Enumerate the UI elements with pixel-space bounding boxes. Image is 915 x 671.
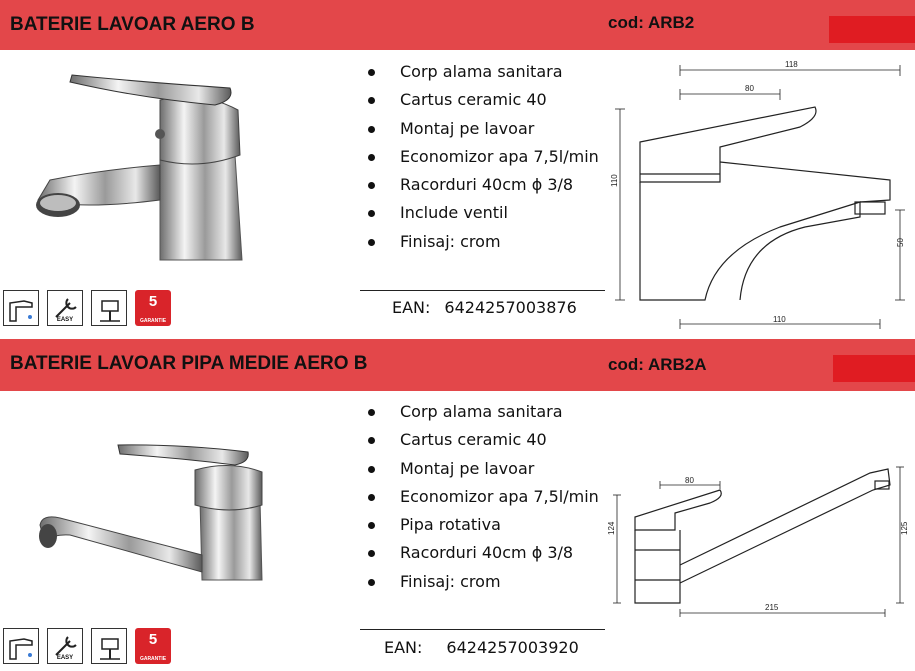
color-swatch: [829, 16, 915, 43]
ean-code: EAN: 6424257003920: [384, 638, 579, 657]
list-item: Finisaj: crom: [365, 231, 599, 259]
faucet-icon: [3, 290, 39, 326]
list-item: Economizor apa 7,5l/min: [365, 486, 599, 514]
valve-icon: [91, 290, 127, 326]
divider: [360, 290, 605, 291]
dimension-label: 80: [685, 476, 694, 485]
dimension-label: 124: [607, 521, 616, 535]
list-item: Economizor apa 7,5l/min: [365, 146, 599, 174]
product-header: [0, 0, 915, 50]
dimension-label: 80: [745, 84, 754, 93]
dimension-label: 215: [765, 603, 779, 612]
color-swatch: [833, 355, 915, 382]
product-header: [0, 339, 915, 391]
list-item: Cartus ceramic 40: [365, 429, 599, 457]
list-item: Include ventil: [365, 202, 599, 230]
faucet-photo: [20, 60, 260, 270]
technical-drawing: [605, 52, 905, 337]
wrench-icon: EASY: [47, 290, 83, 326]
faucet-photo: [30, 430, 280, 590]
dimension-label: 110: [773, 315, 786, 324]
divider: [360, 629, 605, 630]
warranty-badge-icon: 5 GARANTIE: [135, 628, 171, 664]
list-item: Racorduri 40cm ϕ 3/8: [365, 174, 599, 202]
product-title: BATERIE LAVOAR AERO B: [10, 14, 255, 35]
product-code: cod: ARB2A: [608, 355, 707, 374]
product-code: cod: ARB2: [608, 13, 695, 32]
dimension-label: 50: [896, 238, 905, 247]
ean-code: EAN: 6424257003876: [392, 298, 577, 317]
warranty-badge-icon: 5 GARANTIE: [135, 290, 171, 326]
dimension-label: 118: [785, 60, 798, 69]
dimension-label: 110: [610, 174, 619, 187]
list-item: Corp alama sanitara: [365, 401, 599, 429]
feature-list: [365, 61, 599, 259]
valve-icon: [91, 628, 127, 664]
dimension-label: 125: [900, 521, 909, 535]
list-item: Montaj pe lavoar: [365, 458, 599, 486]
technical-drawing: [605, 455, 910, 625]
product-title: BATERIE LAVOAR PIPA MEDIE AERO B: [10, 353, 368, 374]
faucet-icon: [3, 628, 39, 664]
wrench-icon: EASY: [47, 628, 83, 664]
list-item: Montaj pe lavoar: [365, 118, 599, 146]
list-item: Cartus ceramic 40: [365, 89, 599, 117]
list-item: Racorduri 40cm ϕ 3/8: [365, 542, 599, 570]
list-item: Corp alama sanitara: [365, 61, 599, 89]
list-item: Pipa rotativa: [365, 514, 599, 542]
feature-list: [365, 401, 599, 599]
list-item: Finisaj: crom: [365, 571, 599, 599]
